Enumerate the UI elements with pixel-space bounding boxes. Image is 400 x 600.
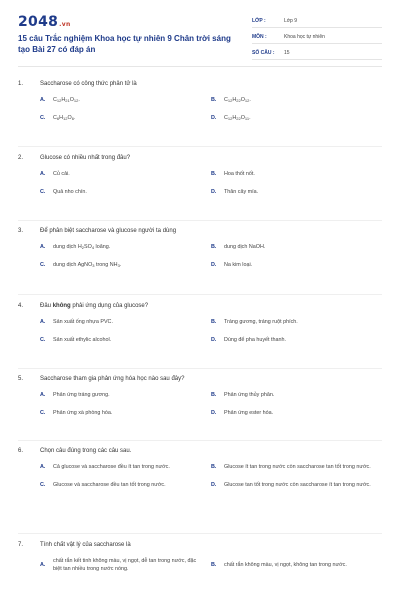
question-divider xyxy=(18,533,382,534)
option-letter: C. xyxy=(40,409,46,416)
option-a[interactable] xyxy=(40,558,211,573)
option-b[interactable] xyxy=(211,558,382,573)
option-text: Na kim loại. xyxy=(224,261,253,268)
meta-grade xyxy=(252,14,382,28)
logo-text: 2048 xyxy=(18,14,59,30)
question-text-part: phải ứng dụng của glucose? xyxy=(70,303,149,309)
option-text: $C_{12}H_{22}O_{11}$. xyxy=(224,114,251,121)
question-text-emphasis: không xyxy=(52,303,71,309)
option-b[interactable] xyxy=(211,464,382,472)
option-letter: C. xyxy=(40,261,46,268)
option-a[interactable] xyxy=(40,319,211,327)
meta-value: 15 xyxy=(284,49,290,56)
option-letter: B. xyxy=(211,171,217,177)
question-number: 4. xyxy=(18,303,24,309)
question-number: 2. xyxy=(18,155,24,161)
question-7 xyxy=(18,541,382,583)
question-text: Để phân biệt saccharose và glucose người ta dùng xyxy=(40,228,177,234)
option-a[interactable] xyxy=(40,464,211,472)
option-b[interactable] xyxy=(211,392,382,400)
option-text: Phản ứng ester hóa. xyxy=(224,409,274,416)
option-text: dung dịch AgNO$_3$ trong $NH_3$. xyxy=(53,261,122,268)
option-text: Hoa thốt nốt. xyxy=(224,171,255,177)
option-text: chất rắn kết tinh không màu, vị ngọt, dễ tan trong nước, đặc biệt tan nhiều trong nước nóng. xyxy=(53,558,197,572)
option-c[interactable] xyxy=(40,189,211,197)
question-3 xyxy=(18,227,382,279)
option-text: Tráng gương, tráng ruột phích. xyxy=(224,319,298,325)
option-letter: B. xyxy=(211,464,217,470)
option-text: dung dịch NaOH. xyxy=(224,244,266,250)
option-letter: A. xyxy=(40,561,46,568)
option-b[interactable] xyxy=(211,171,382,179)
option-b[interactable] xyxy=(211,97,382,105)
option-letter: B. xyxy=(211,319,217,325)
option-b[interactable] xyxy=(211,244,382,252)
option-text: Củ cải. xyxy=(53,171,70,177)
option-letter: D. xyxy=(211,261,217,268)
option-text: $C_{12}H_{21}O_{12}$. xyxy=(53,97,80,103)
question-text: Chọn câu đúng trong các câu sau. xyxy=(40,448,132,454)
option-letter: C. xyxy=(40,336,46,343)
option-c[interactable] xyxy=(40,482,211,490)
option-letter: D. xyxy=(211,481,217,488)
option-letter: D. xyxy=(211,188,217,195)
option-d[interactable] xyxy=(211,115,382,123)
question-divider xyxy=(18,294,382,295)
question-divider xyxy=(18,146,382,147)
option-d[interactable] xyxy=(211,189,382,197)
option-d[interactable] xyxy=(211,337,382,345)
meta-key: SỐ CÂU : xyxy=(252,49,275,56)
option-letter: A. xyxy=(40,392,46,398)
question-text: Saccharose có công thức phân tử là xyxy=(40,81,137,87)
option-text: Sản xuất ethylic alcohol. xyxy=(53,336,112,343)
option-letter: C. xyxy=(40,114,46,121)
question-text: Tính chất vật lý của saccharose là xyxy=(40,542,131,548)
option-text: Quả nho chín. xyxy=(53,188,87,195)
option-text: dung dịch $H_2SO_4$ loãng. xyxy=(53,244,111,250)
option-text: Sản xuất ống nhựa PVC. xyxy=(53,319,113,325)
option-text: Dùng để pha huyết thanh. xyxy=(224,336,287,343)
option-a[interactable] xyxy=(40,392,211,400)
question-number: 3. xyxy=(18,228,24,234)
question-number: 6. xyxy=(18,448,24,454)
document-meta xyxy=(252,14,382,62)
question-text: Saccharose tham gia phản ứng hóa học nào sau đây? xyxy=(40,376,185,382)
question-divider xyxy=(18,368,382,369)
option-letter: C. xyxy=(40,481,46,488)
option-text: chất rắn không màu, vị ngọt, không tan trong nước. xyxy=(224,561,347,568)
header-divider xyxy=(18,66,382,67)
option-text: $C_6H_{12}O_6$. xyxy=(53,114,76,121)
option-letter: C. xyxy=(40,188,46,195)
option-letter: A. xyxy=(40,171,46,177)
question-divider xyxy=(18,440,382,441)
question-text: Glucose có nhiều nhất trong đâu? xyxy=(40,155,131,161)
option-letter: B. xyxy=(211,561,217,568)
option-text: $C_{12}H_{22}O_{12}$. xyxy=(224,97,251,103)
option-letter: B. xyxy=(211,244,217,250)
option-letter: B. xyxy=(211,97,217,103)
option-c[interactable] xyxy=(40,410,211,418)
option-c[interactable] xyxy=(40,337,211,345)
option-text: Glucose tan tốt trong nước còn saccharose ít tan trong nước. xyxy=(224,481,371,488)
option-text: Phản ứng xà phòng hóa. xyxy=(53,409,113,416)
question-5 xyxy=(18,375,382,427)
question-text xyxy=(40,302,382,310)
option-letter: A. xyxy=(40,244,46,250)
document-title: 15 câu Trắc nghiệm Khoa học tự nhiên 9 Chân trời sáng tạo Bài 27 có đáp án xyxy=(18,34,231,54)
question-divider xyxy=(18,220,382,221)
site-logo[interactable] xyxy=(18,14,71,30)
meta-value: Lớp 9 xyxy=(284,17,298,24)
option-text: Glucose và saccharose đều tan tốt trong nước. xyxy=(53,481,166,488)
option-text: Phản ứng thủy phân. xyxy=(224,392,275,398)
question-6 xyxy=(18,447,382,499)
question-1 xyxy=(18,80,382,132)
meta-key: LỚP : xyxy=(252,17,266,24)
option-letter: D. xyxy=(211,336,217,343)
option-text: Thân cây mía. xyxy=(224,188,259,195)
option-letter: A. xyxy=(40,464,46,470)
option-letter: A. xyxy=(40,319,46,325)
option-a[interactable] xyxy=(40,244,211,252)
option-letter: D. xyxy=(211,114,217,121)
option-text: Cả glucose và saccharose đều ít tan trong nước. xyxy=(53,464,170,470)
meta-subject xyxy=(252,30,382,44)
meta-key: MÔN : xyxy=(252,33,267,40)
option-letter: D. xyxy=(211,409,217,416)
question-4 xyxy=(18,302,382,354)
option-letter: A. xyxy=(40,97,46,103)
option-b[interactable] xyxy=(211,319,382,327)
option-text: Phản ứng tráng gương. xyxy=(53,392,110,398)
meta-value: Khoa học tự nhiên xyxy=(284,33,325,40)
option-d[interactable] xyxy=(211,482,382,490)
option-c[interactable] xyxy=(40,115,211,123)
question-text-part: Đâu xyxy=(40,303,53,309)
option-letter: B. xyxy=(211,392,217,398)
option-d[interactable] xyxy=(211,410,382,418)
option-d[interactable] xyxy=(211,262,382,270)
question-number: 7. xyxy=(18,542,24,548)
option-c[interactable] xyxy=(40,262,211,270)
meta-question-count xyxy=(252,46,382,60)
question-number: 1. xyxy=(18,81,24,87)
option-a[interactable] xyxy=(40,171,211,179)
question-number: 5. xyxy=(18,376,24,382)
question-2 xyxy=(18,154,382,206)
option-text: Glucose ít tan trong nước còn saccharose tan tốt trong nước. xyxy=(224,464,371,470)
logo-suffix: .vn xyxy=(59,21,71,28)
option-a[interactable] xyxy=(40,97,211,105)
